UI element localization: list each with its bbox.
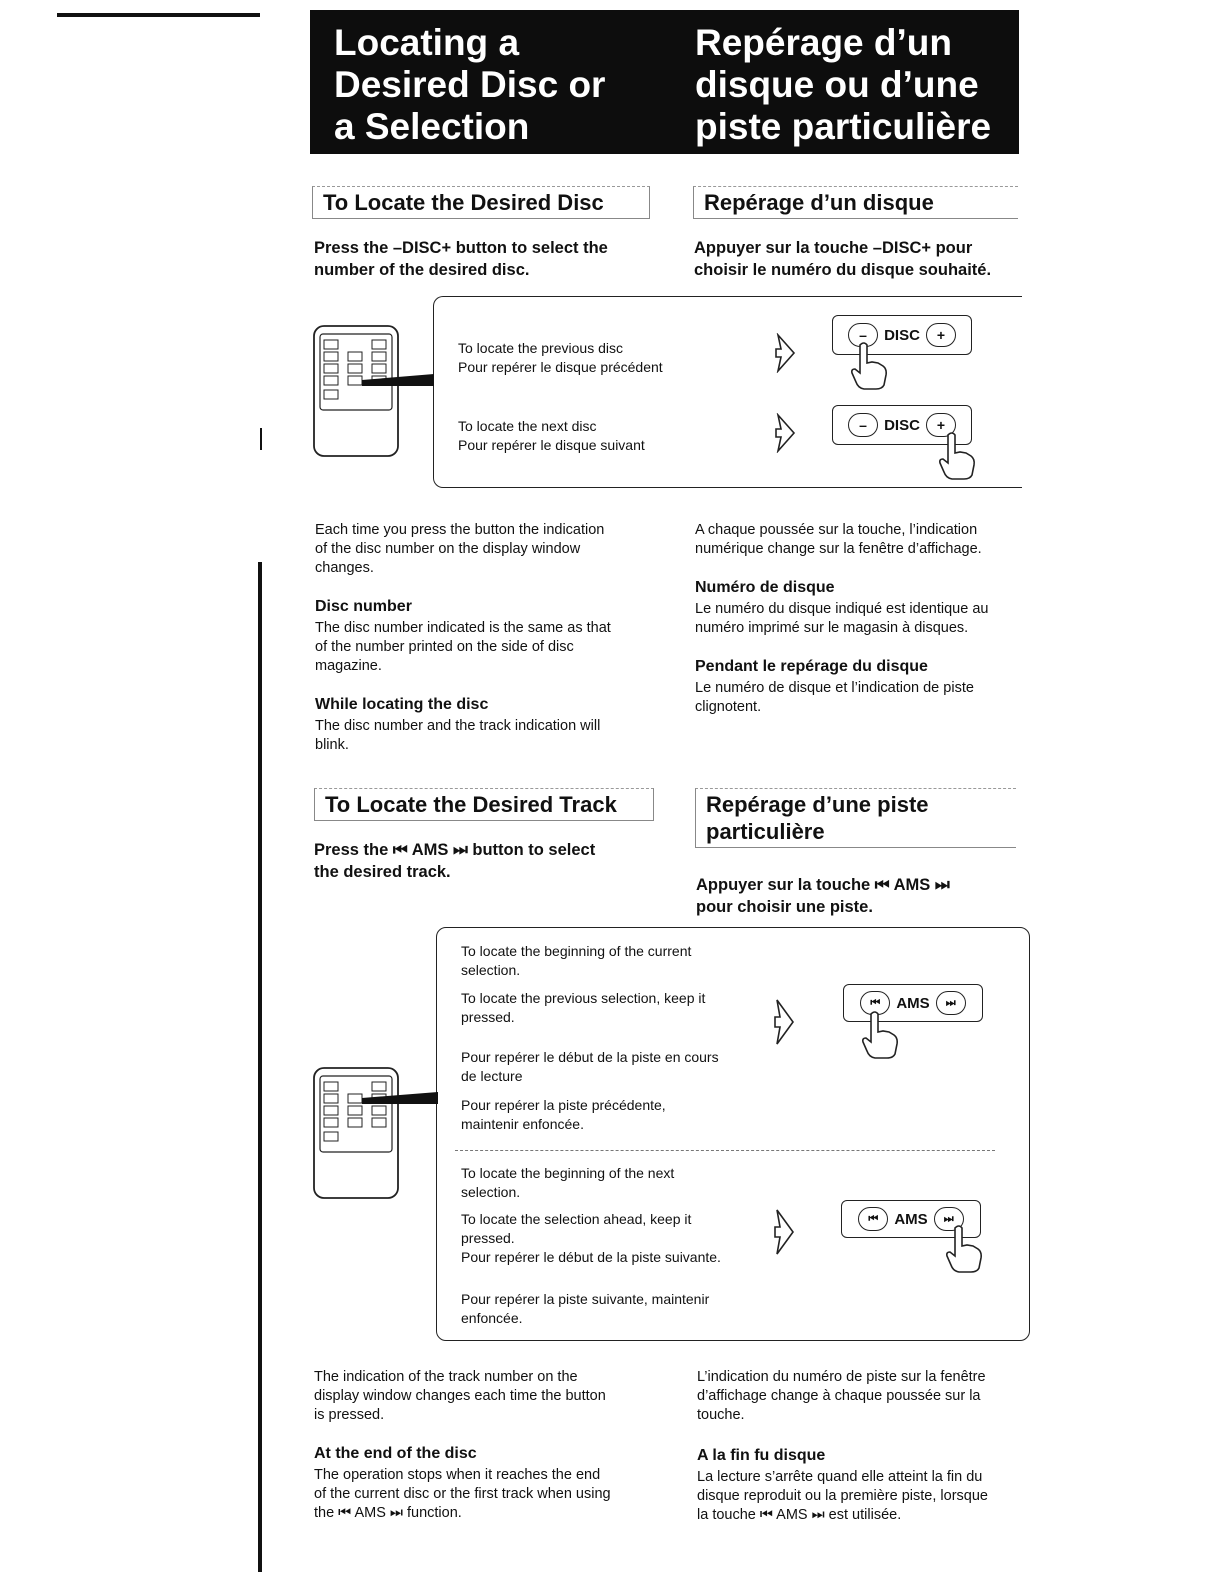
banner-title-fr: Repérage d’un disque ou d’une piste particulière bbox=[695, 22, 992, 147]
arrow-outline-icon bbox=[771, 998, 797, 1046]
track-lead-fr: Appuyer sur la touche ⏮ AMS ⏭ pour choisir une piste. bbox=[696, 876, 950, 916]
disc-section-title-fr: Repérage d’un disque bbox=[693, 186, 1018, 219]
panel-divider bbox=[455, 1150, 995, 1151]
while-locating-text-en: The disc number and the track indication will blink. bbox=[315, 718, 601, 753]
pointing-hand-icon bbox=[943, 1224, 985, 1274]
pointing-hand-icon bbox=[859, 1010, 901, 1060]
while-locating-text-fr: Le numéro de disque et l’indication de piste clignotent. bbox=[695, 680, 974, 715]
ams-prev-button[interactable]: ⏮ bbox=[860, 991, 890, 1015]
track-lead-en: Press the ⏮ AMS ⏭ button to select the desired track. bbox=[314, 841, 596, 881]
track-instruction-panel bbox=[436, 927, 1030, 1341]
pointing-hand-icon bbox=[848, 341, 890, 391]
disc-plus-button[interactable]: + bbox=[926, 323, 956, 347]
end-of-disc-text-fr: La lecture s’arrête quand elle atteint la fin du disque reproduit ou la première piste, lorsque la touche ⏮ AMS ⏭ est utilisée. bbox=[697, 1469, 988, 1523]
track-body-fr: L’indication du numéro de piste sur la fenêtre d’affichage change à chaque poussée sur la touche. bbox=[697, 1369, 986, 1423]
arrow-outline-icon bbox=[772, 333, 798, 373]
arrow-outline-icon bbox=[772, 413, 798, 453]
remote-control-icon bbox=[310, 322, 440, 462]
track-previous-fr: Pour repérer la piste précédente, maintenir enfoncée. bbox=[461, 1097, 666, 1132]
track-current-en: To locate the beginning of the current selection. bbox=[461, 943, 692, 978]
pointing-hand-icon bbox=[936, 431, 978, 481]
track-section-title-en: To Locate the Desired Track bbox=[314, 788, 654, 821]
disc-number-text-en: The disc number indicated is the same as that of the number printed on the side of disc magazine. bbox=[315, 620, 611, 674]
track-next-en: To locate the beginning of the next selection. bbox=[461, 1165, 675, 1200]
ams-next-button[interactable]: ⏭ bbox=[934, 1207, 964, 1231]
disc-minus-button[interactable]: – bbox=[848, 413, 878, 437]
ams-prev-button[interactable]: ⏮ bbox=[858, 1207, 888, 1231]
end-of-disc-heading-en: At the end of the disc bbox=[314, 1445, 477, 1462]
disc-plus-button[interactable]: + bbox=[926, 413, 956, 437]
while-locating-heading-en: While locating the disc bbox=[315, 696, 489, 713]
disc-button-label: DISC bbox=[884, 326, 920, 344]
margin-bar bbox=[258, 562, 262, 1572]
disc-minus-button[interactable]: – bbox=[848, 323, 878, 347]
track-ahead-en-fr: To locate the selection ahead, keep it pressed. Pour repérer le début de la piste suivante. bbox=[461, 1211, 721, 1265]
disc-next-text: To locate the next disc Pour repérer le disque suivant bbox=[458, 418, 645, 453]
track-current-fr: Pour repérer le début de la piste en cours de lecture bbox=[461, 1049, 719, 1084]
track-ahead-fr: Pour repérer la piste suivante, maintenir enfoncée. bbox=[461, 1291, 710, 1326]
disc-number-heading-fr: Numéro de disque bbox=[695, 579, 835, 596]
end-of-disc-heading-fr: A la fin fu disque bbox=[697, 1447, 826, 1464]
disc-body-fr: A chaque poussée sur la touche, l’indication numérique change sur la fenêtre d’affichage. bbox=[695, 522, 982, 557]
ams-button-label: AMS bbox=[894, 1210, 928, 1228]
disc-button-label: DISC bbox=[884, 416, 920, 434]
end-of-disc-text-en: The operation stops when it reaches the end of the current disc or the first track when using the ⏮ AMS ⏭ function. bbox=[314, 1467, 611, 1521]
disc-lead-en: Press the –DISC+ button to select the number of the desired disc. bbox=[314, 239, 608, 279]
track-section-title-fr: Repérage d’une piste particulière bbox=[695, 788, 1016, 848]
remote-control-icon bbox=[310, 1064, 440, 1204]
disc-instruction-panel bbox=[433, 296, 1022, 488]
arrow-outline-icon bbox=[771, 1208, 797, 1256]
disc-section-title-en: To Locate the Desired Disc bbox=[312, 186, 650, 219]
disc-prev-text: To locate the previous disc Pour repérer le disque précédent bbox=[458, 340, 663, 375]
banner-title-en: Locating a Desired Disc or a Selection bbox=[334, 22, 606, 147]
disc-number-heading-en: Disc number bbox=[315, 598, 412, 615]
while-locating-heading-fr: Pendant le repérage du disque bbox=[695, 658, 928, 675]
top-rule bbox=[57, 13, 260, 17]
ams-button-label: AMS bbox=[896, 994, 930, 1012]
margin-mark bbox=[260, 428, 262, 450]
disc-lead-fr: Appuyer sur la touche –DISC+ pour choisir le numéro du disque souhaité. bbox=[694, 239, 992, 279]
title-banner bbox=[310, 10, 1019, 154]
ams-next-button[interactable]: ⏭ bbox=[936, 991, 966, 1015]
disc-body-en: Each time you press the button the indication of the disc number on the display window changes. bbox=[315, 522, 605, 576]
disc-number-text-fr: Le numéro du disque indiqué est identique au numéro imprimé sur le magasin à disques. bbox=[695, 601, 989, 636]
track-body-en: The indication of the track number on the display window changes each time the button is pressed. bbox=[314, 1369, 606, 1423]
track-previous-en: To locate the previous selection, keep it pressed. bbox=[461, 990, 706, 1025]
